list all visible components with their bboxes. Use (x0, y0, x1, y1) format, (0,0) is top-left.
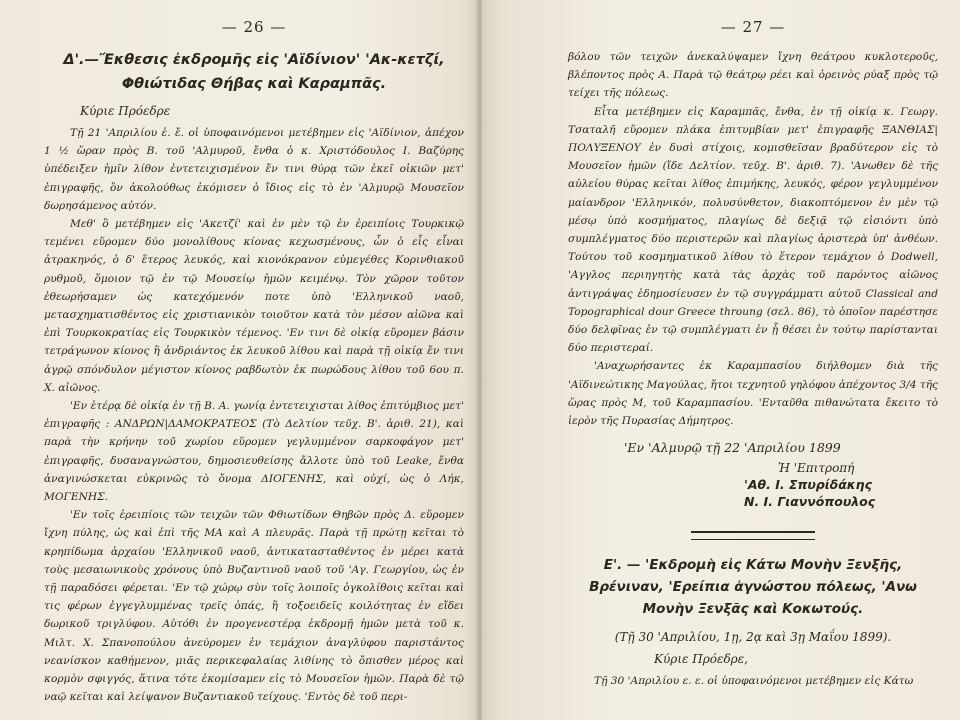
paragraph: Τῇ 30 'Απριλίου ε. ε. οἱ ὑποφαινόμενοι μετέβημεν εἰς Κάτω (594, 675, 914, 688)
paragraph: Μεθ' ὃ μετέβημεν εἰς 'Ακετζί' καὶ ἐν μὲν τῷ ἐν ἐρειπίοις Τουρκικῷ τεμένει εὕρομεν δύο μονολίθους κίονας κεχωσμένους, ὧν ὁ εἷς εἶναι ἀτρακηνός, ὁ δ' ἕτερος λευκός, καὶ κιονόκρανον εὐμεγέθες Κορινθιακοῦ ρυθμοῦ, ὅμοιον τῷ ἐν τῷ Μουσείῳ ἡμῶν κειμένῳ. Τὸν χῶρον τοῦτον ἐθεωρήσαμεν ὡς κατεχόμενόν ποτε ὑπὸ 'Ελληνικοῦ ναοῦ, μετασχηματισθέντος εἰς χριστιανικὸν τοιοῦτον κατὰ τὸν μέσον αἰῶνα καὶ ἐπὶ Τουρκοκρατίας εἰς Τουρκικὸν τέμενος. 'Εν τινι δὲ οἰκίᾳ εὕρομεν βάσιν τετράγωνον κίονος ἢ ἀνδριάντος ἐκ λευκοῦ λίθου καὶ παρὰ τῇ οἰκίᾳ ἔν τινι ἀγρῷ σπόνδυλον μέγιστον κίονος ραβδωτὸν ἐκ πωρώδους λίθου τοῦ 6ου π. Χ. αἰῶνος. (44, 218, 464, 394)
left-page-number: — 26 — (221, 18, 287, 36)
paragraph: Τῇ 21 'Απριλίου ἐ. ἔ. οἱ ὑποφαινόμενοι μετέβημεν εἰς 'Αϊδίνιον, ἀπέχον 1 ½ ὥραν πρὸς Β. τοῦ 'Αλμυροῦ, ἔνθα ὁ κ. Χριστόδουλος Ι. Βαζύρης ὑπέδειξεν ἡμῖν λίθον ἐντετειχισμένον ἔν τινι θύρᾳ τῶν ἐκεῖ οἰκιῶν μετ' ἐπιγραφῆς, ὃν ἀκολούθως ἐκόμισεν ὁ ἴδιος εἰς τὸ ἐν 'Αλμυρῷ Μουσεῖον δωρησάμενος αὐτόν. (44, 127, 464, 212)
dateline: 'Εν 'Αλμυρῷ τῇ 22 'Απριλίου 1899 (624, 440, 841, 456)
section-dates: (Τῇ 30 'Απριλίου, 1ῃ, 2ᾳ καὶ 3ῃ Μαΐου 1899). (614, 630, 892, 645)
left-page (0, 0, 478, 720)
salutation: Κύριε Πρόεδρε, (654, 652, 748, 667)
paragraph: 'Εν ἑτέρᾳ δὲ οἰκίᾳ ἐν τῇ Β. Α. γωνίᾳ ἐντετειχισται λίθος ἐπιτύμβιος μετ' ἐπιγραφῆς : ΑΝΔΡΩΝ|ΔΑΜΟΚΡΑΤΕΟΣ (Τὸ Δελτίον τεῦχ. Β'. ἀριθ. 21), καὶ παρὰ τὴν κρήνην τοῦ χωρίου εὕρομεν γεγλυμμένον σαρκοφάγον μετ' ἐπιγραφῆς, δυσαναγνώστου, δημοσιευθείσης ἄλλοτε ὑπὸ τοῦ Leake, ἔνθα ἀναγινώσκεται εὐκρινῶς τὸ ὄνομα ΔΙΟΓΕΝΗΣ, καὶ οὐχί, ὡς ὁ Λήκ, ΜΟΓΕΝΗΣ. (44, 400, 464, 504)
paragraph: 'Εν τοῖς ἐρειπίοις τῶν τειχῶν τῶν Φθιωτίδων Θηβῶν πρὸς Δ. εὕρομεν ἴχνη πύλης, ὡς καὶ ἐπὶ τῆς ΜΑ καὶ Α πλευρᾶς. Παρὰ τῇ πρώτῃ κεῖται τὸ κρηπίδωμα ἀρχαίου 'Ελληνικοῦ ναοῦ, ἀντικατασταθέντος ἐν μέρει κατὰ τοὺς μεσαιωνικοὺς χρόνους ὑπὸ Βυζαντινοῦ ναοῦ τοῦ 'Αγ. Γεωργίου, ὡς ἐν τῇ παραδόσει φέρεται. 'Εν τῷ χώρῳ σὺν τοῖς λοιποῖς ὀγκολίθοις κεῖται καὶ τις φέρων ἐγγεγλυμμένας τρεῖς ὀπάς, ἢ τοξοειδεῖς κοιλότητας ἐν εἴδει δωρικοῦ τριγλύφου. Αὐτόθι ἐν προγενεστέρᾳ ἐκδρομῇ ἡμῶν μετὰ τοῦ κ. Μιλτ. Χ. Σπανοπούλου ἀνεύρομεν ἐν τεμάχιον ἀναγλύφου παριστάντος νεανίσκον καθήμενον, μιᾶς περικεφαλαίας λιθίνης τὸ ὄπισθεν μέρος καὶ κορμὸν σφιγγός, ἅτινα τότε ἐκομίσαμεν εἰς τὸ Μουσεῖον ἡμῶν. Παρὰ δὲ τῷ ναῷ κεῖται καὶ λείψανον Βυζαντιακοῦ τείχους. 'Εντὸς δὲ τοῦ περι- (44, 509, 464, 704)
report-heading: Δ'.—Ἔκθεσις ἐκδρομῆς εἰς 'Αϊδίνιον' 'Ακ-κετζί, Φθιώτιδας Θήβας καὶ Καραμπᾶς. (63, 52, 445, 92)
right-page (482, 0, 960, 720)
signatory: Ν. Ι. Γιαννόπουλος (744, 494, 876, 510)
right-page-number: — 27 — (720, 18, 786, 36)
paragraph: 'Αναχωρήσαντες ἐκ Καραμπασίου διήλθομεν διὰ τῆς 'Αϊδινεώτικης Μαγούλας, ἥτοι τεχνητοῦ γηλόφου ἀπέχοντος 3/4 τῆς ὥρας πρὸς Μ, τοῦ Καραμπασίου. 'Ενταῦθα πιθανώτατα ἔκειτο τὸ ἱερὸν τῆς Πυρασίας Δήμητρος. (568, 360, 938, 428)
paragraph: Εἶτα μετέβημεν εἰς Καραμπᾶς, ἔνθα, ἐν τῇ οἰκίᾳ κ. Γεωργ. Τσαταλῆ εὕρομεν πλάκα ἐπιτυμβίαν μετ' ἐπιγραφῆς ΞΑΝΘΙΑΣ| ΠΟΛΥΞΕΝΟΥ ἐν δυσὶ στίχοις, κομισθεῖσαν βραδύτερον εἰς τὸ Μουσεῖον ἡμῶν (ἴδε Δελτίον. τεῦχ. Β'. ἀριθ. 7). 'Ανωθεν δὲ τῆς αὐλείου θύρας κεῖται λίθος ἐπιμήκης, λευκός, φέρον γεγλυμμένον μαίανδρον 'Ελληνικόν, πολυσύνθετον, διακοπτόμενον ἐν μὲν τῷ μέσῳ ὑπὸ κοσμήματος, πλαγίως δὲ δεξιᾷ τῷ εἰσιόντι ὑπὸ συμπλέγματος δύο περιστερῶν καὶ πλαγίως ἀριστερὰ ὑπ' ἀνθέων. Τούτου τοῦ κοσμηματικοῦ λίθου τὸ ἕτερον τεμάχιον ὁ Dodwell, 'Αγγλος περιηγητὴς κατὰ τὰς ἀρχὰς τοῦ παρόντος αἰῶνος ἀντιγράψας ἐδημοσίευσεν ἐν τῷ συγγράμματι αὐτοῦ Classical and Topographical dour Greece throung (σελ. 86), τὸ ὁποῖον παρέστησε δύο δελφῖνας ἐν τῷ συμπλέγματι ἐν ᾗ θέσει ἐν τούτῳ παρίστανται δύο περιστεραί. (568, 105, 938, 355)
section-divider (691, 531, 815, 540)
salutation: Κύριε Πρόεδρε (80, 104, 171, 118)
committee-label: Ἡ 'Επιτροπή (778, 461, 855, 476)
paragraph: βόλου τῶν τειχῶν ἀνεκαλύψαμεν ἴχνη θεάτρου κυκλοτεροῦς, βλέποντος πρὸς Α. Παρὰ τῷ θεάτρῳ ρέει καὶ ὀρεινὸς ρύαξ πρὸς τῷ τείχει τῆς πόλεως. (568, 51, 938, 100)
section-heading: Ε'. — 'Εκδρομὴ εἰς Κάτω Μονὴν Ξενξῆς, Βρένιναν, 'Ερείπια ἀγνώστου πόλεως, 'Ανω Μονὴν Ξενξᾶς καὶ Κοκωτούς. (589, 557, 917, 618)
signatory: 'Αθ. Ι. Σπυρίδάκης (744, 477, 872, 493)
